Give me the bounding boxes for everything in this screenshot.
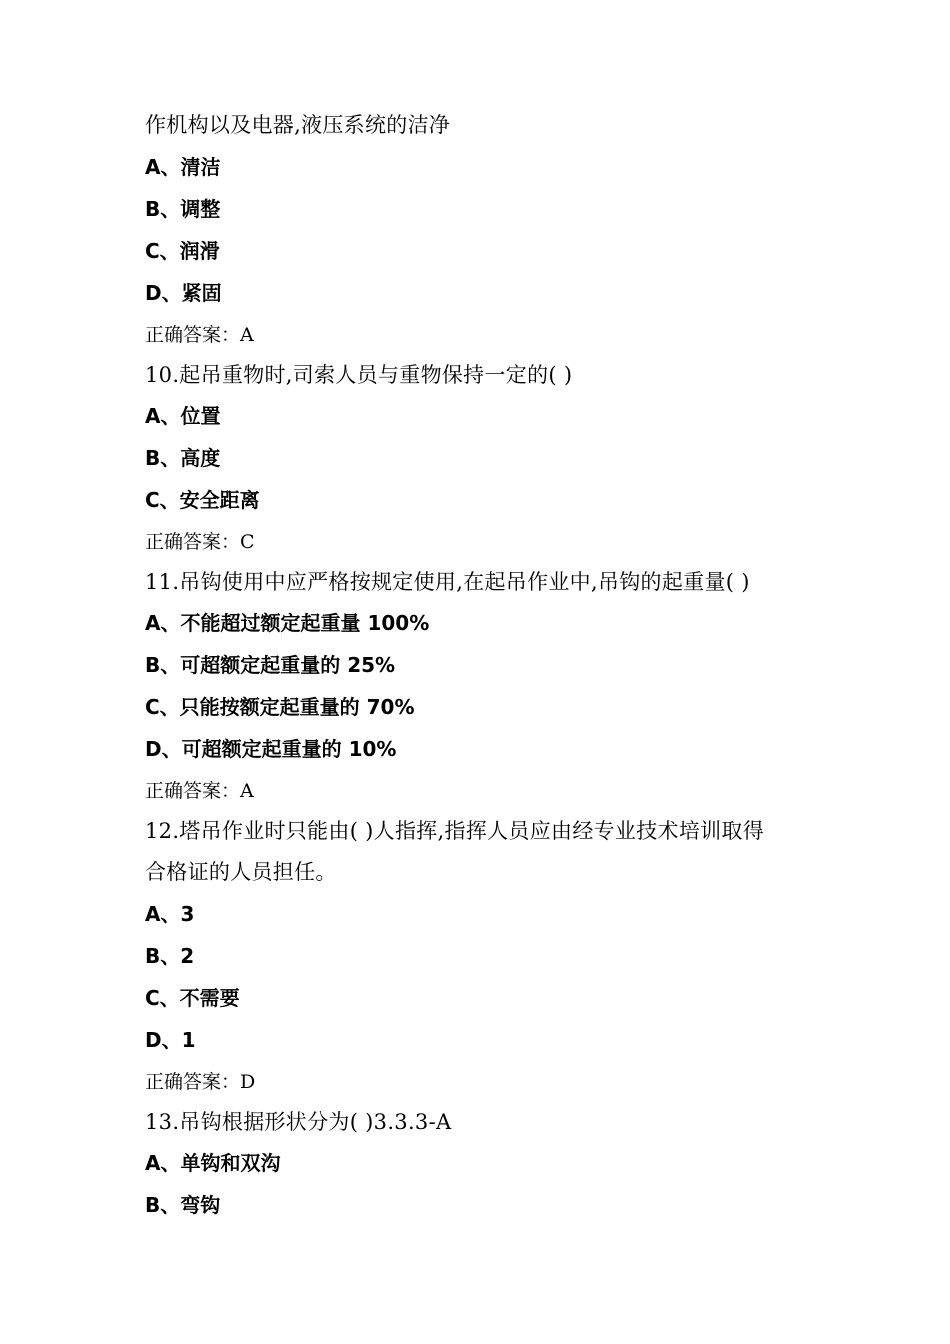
option-c: C、安全距离 [145,488,260,512]
question-continuation: 作机构以及电器,液压系统的洁净 [145,113,451,137]
correct-answer: 正确答案：C [145,531,255,553]
option-d: D、紧固 [145,281,222,305]
option-a: A、清洁 [145,155,221,179]
option-c: C、不需要 [145,986,240,1010]
question-11: 11.吊钩使用中应严格按规定使用,在起吊作业中,吊钩的起重量( ) [145,570,750,594]
correct-answer: 正确答案：D [145,1071,256,1093]
correct-answer: 正确答案：A [145,324,254,346]
option-c: C、只能按额定起重量的 70% [145,695,415,719]
option-a: A、位置 [145,404,221,428]
option-d: D、可超额定起重量的 10% [145,737,397,761]
option-b: B、高度 [145,446,221,470]
option-c: C、润滑 [145,239,220,263]
option-b: B、2 [145,944,195,968]
option-b: B、可超额定起重量的 25% [145,653,396,677]
option-a: A、不能超过额定起重量 100% [145,611,430,635]
correct-answer: 正确答案：A [145,780,254,802]
question-12: 12.塔吊作业时只能由( )人指挥,指挥人员应由经专业技术培训取得 [145,819,765,843]
option-b: B、调整 [145,197,221,221]
option-a: A、3 [145,902,195,926]
option-d: D、1 [145,1028,196,1052]
question-13: 13.吊钩根据形状分为( )3.3.3-A [145,1110,452,1134]
option-a: A、单钩和双沟 [145,1151,281,1175]
question-10: 10.起吊重物时,司索人员与重物保持一定的( ) [145,363,573,387]
option-b: B、弯钩 [145,1193,221,1217]
question-12-continuation: 合格证的人员担任。 [145,860,337,884]
